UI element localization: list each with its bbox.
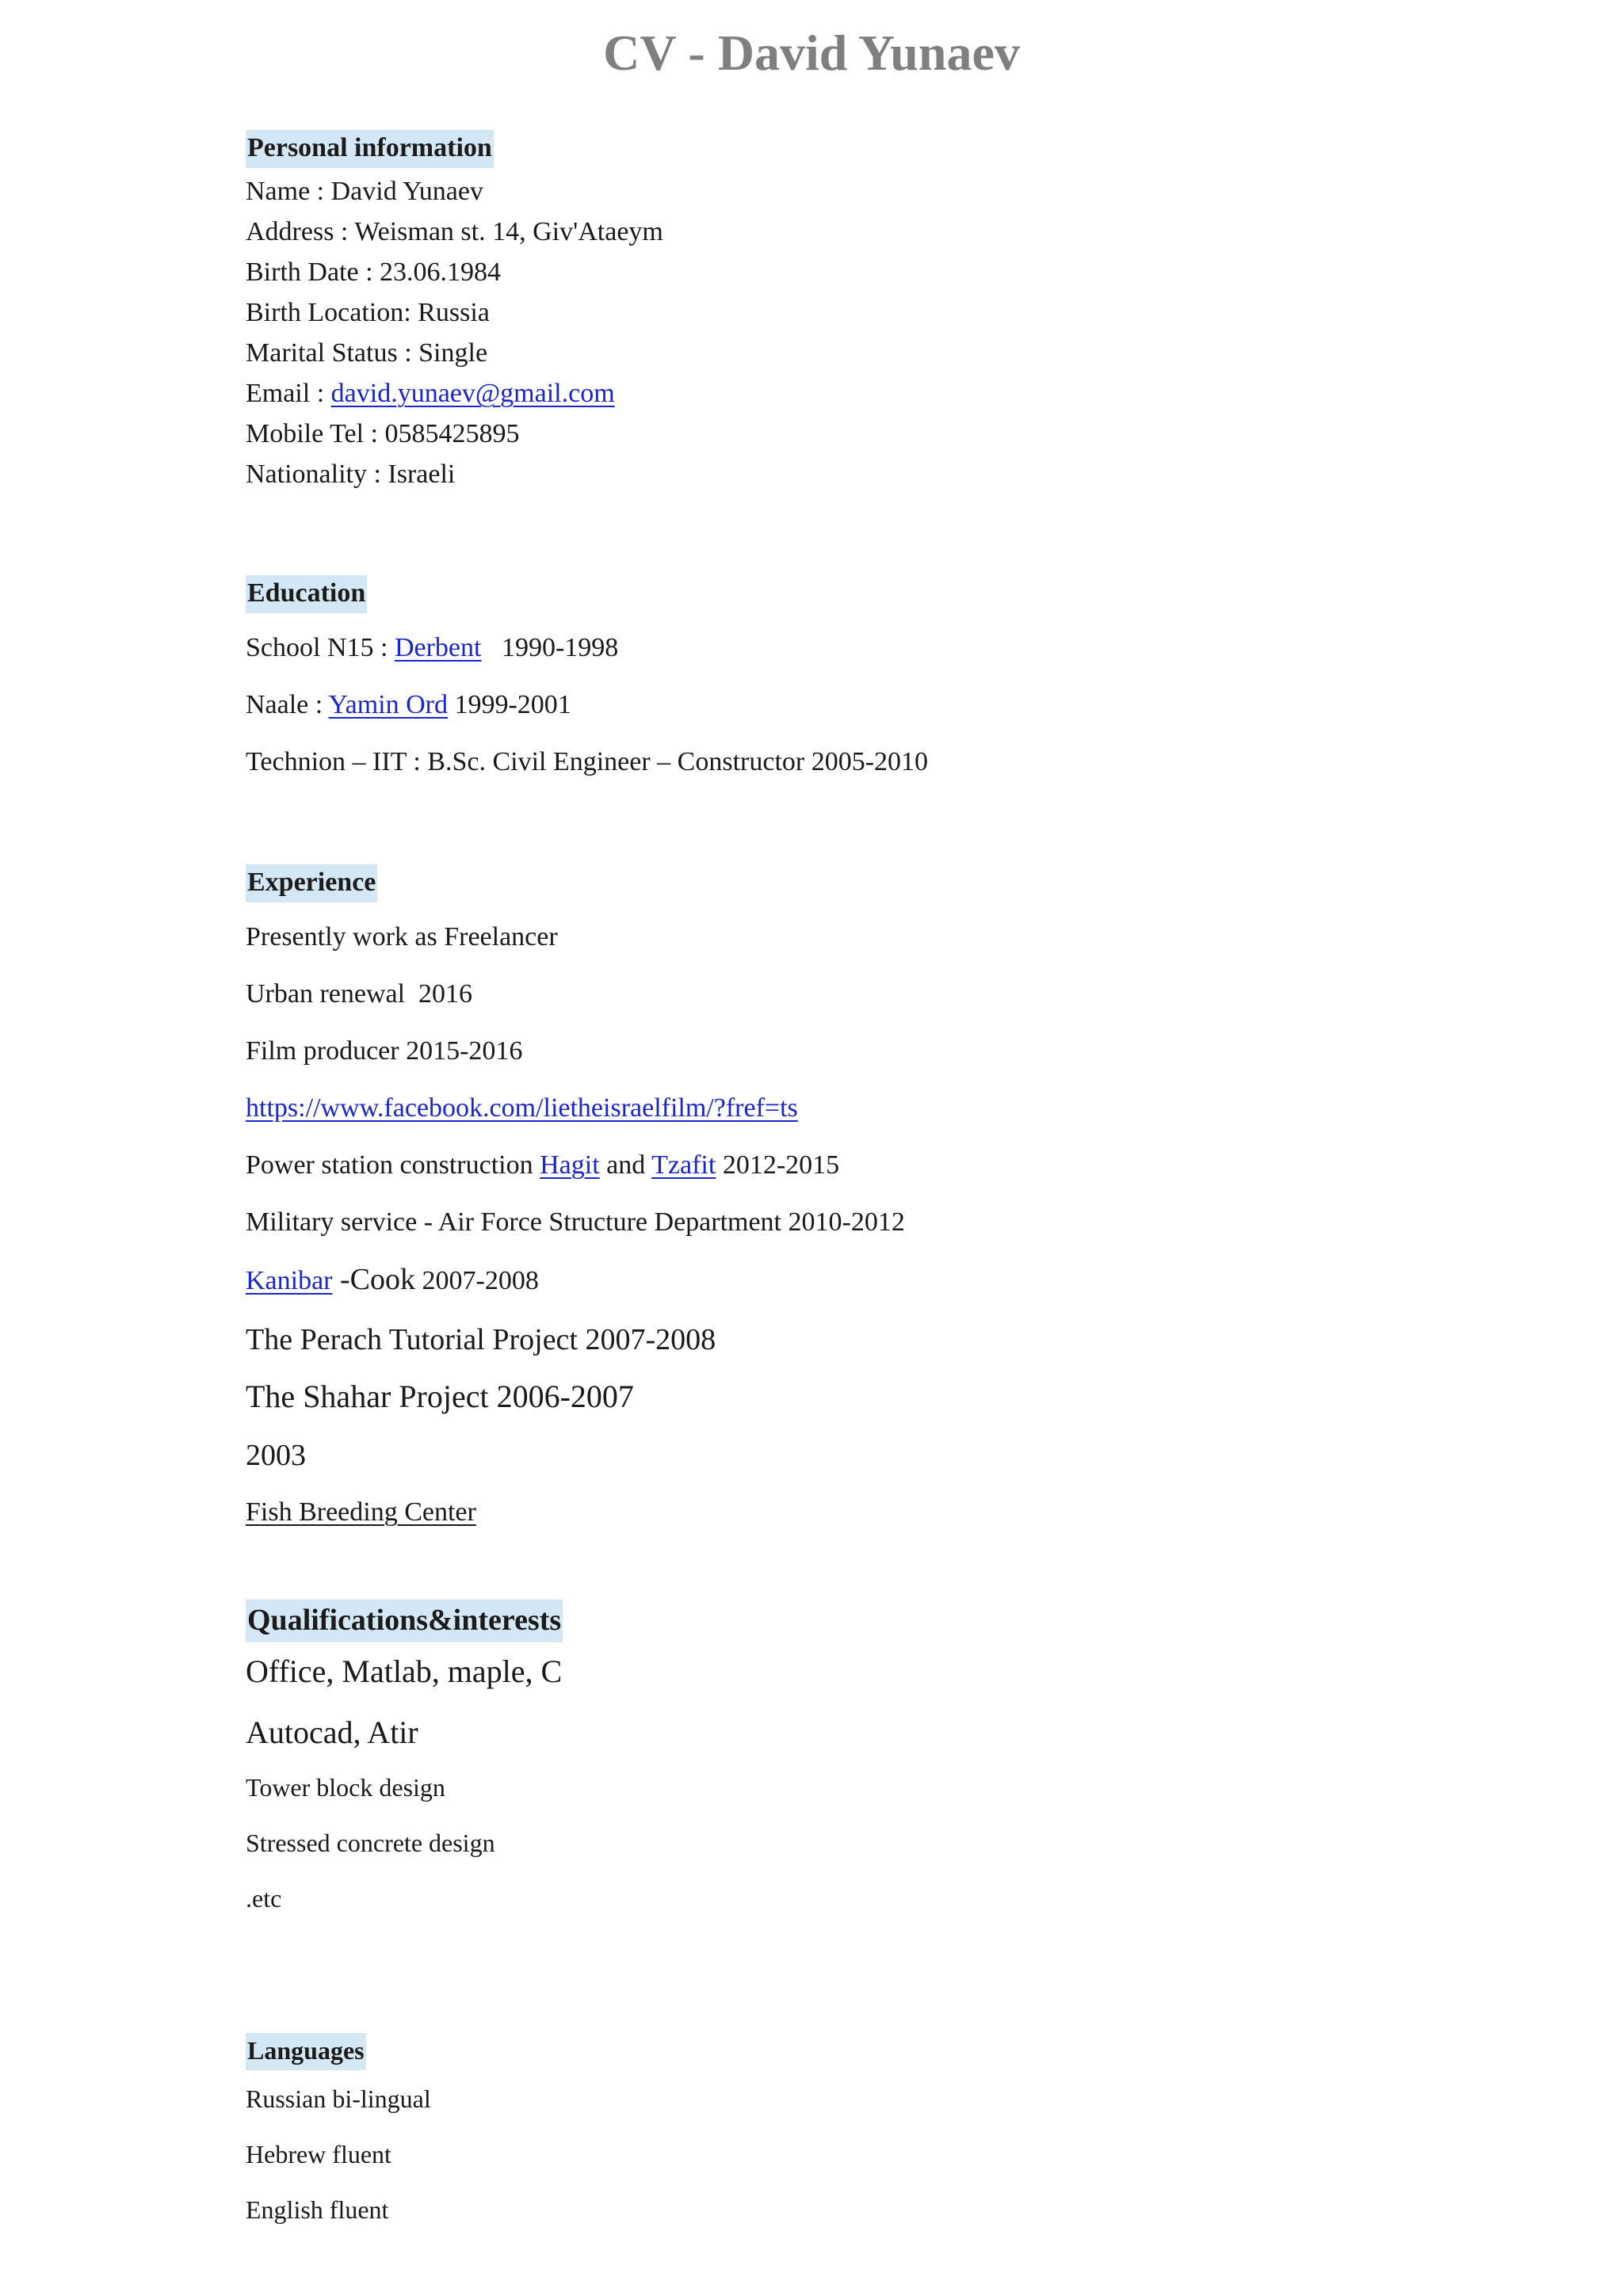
personal-birth-location: Birth Location: Russia [246,298,490,327]
personal-address: Address : Weisman st. 14, Giv'Ataeym [246,217,663,246]
qual-item-2: Tower block design [246,1773,445,1802]
personal-birth-date: Birth Date : 23.06.1984 [246,257,502,287]
experience-year-2003: 2003 [246,1439,306,1472]
experience-military: Military service - Air Force Structure Department 2010-2012 [246,1207,905,1237]
yamin-ord-link[interactable]: Yamin Ord [328,690,448,719]
hagit-link[interactable]: Hagit [540,1150,600,1180]
experience-power [246,1151,905,1180]
section-qualifications [246,1600,563,1913]
section-experience [246,864,905,1555]
personal-marital-status: Marital Status : Single [246,338,488,368]
personal-mobile: Mobile Tel : 0585425895 [246,419,520,448]
section-heading-personal: Personal information [246,130,494,168]
experience-film: Film producer 2015-2016 [246,1036,523,1066]
section-heading-education: Education [246,575,367,613]
personal-nationality: Nationality : Israeli [246,460,456,489]
section-personal [246,130,663,494]
personal-name: Name : David Yunaev [246,177,483,206]
education-school [246,634,928,662]
qual-item-4: .etc [246,1884,282,1913]
experience-freelancer: Presently work as Freelancer [246,922,558,952]
section-heading-qualifications: Qualifications&interests [246,1600,563,1642]
education-technion: Technion – IIT : B.Sc. Civil Engineer – Constructor 2005-2010 [246,747,929,776]
experience-shahar: The Shahar Project 2006-2007 [246,1379,634,1414]
lang-item-1: Hebrew fluent [246,2140,391,2168]
qual-item-1: Autocad, Atir [246,1714,418,1750]
email-label: Email : [246,379,331,408]
naale-prefix: Naale : [246,690,329,719]
kanibar-cook: -Cook [332,1263,416,1296]
qual-item-0: Office, Matlab, maple, C [246,1653,563,1689]
qual-item-3: Stressed concrete design [246,1829,495,1857]
email-link[interactable]: david.yunaev@gmail.com [330,379,615,408]
kanibar-link[interactable]: Kanibar [246,1266,333,1295]
lang-item-0: Russian bi-lingual [246,2084,431,2113]
page-title: CV - David Yunaev [603,25,1020,81]
section-heading-languages: Languages [246,2033,366,2070]
personal-email [246,373,663,414]
kanibar-years: 2007-2008 [415,1266,539,1295]
experience-perach: The Perach Tutorial Project 2007-2008 [246,1323,716,1356]
power-years: 2012-2015 [716,1150,840,1180]
education-naale [246,691,928,719]
naale-years: 1999-2001 [447,690,571,719]
school-years: 1990-1998 [481,633,619,662]
power-and: and [599,1150,652,1180]
derbent-link[interactable]: Derbent [394,633,482,662]
facebook-link[interactable]: https://www.facebook.com/lietheisraelfilm/?fref=ts [246,1093,798,1123]
experience-urban: Urban renewal 2016 [246,979,473,1009]
lang-item-2: English fluent [246,2195,389,2224]
experience-fish [246,1498,905,1527]
fish-breeding-link[interactable]: Fish Breeding Center [246,1497,476,1527]
tzafit-link[interactable]: Tzafit [651,1150,716,1180]
power-prefix: Power station construction [246,1150,540,1180]
experience-kanibar [246,1265,905,1295]
section-education [246,575,928,805]
experience-facebook [246,1094,905,1123]
school-prefix: School N15 : [246,633,395,662]
section-languages [246,2033,431,2224]
section-heading-experience: Experience [246,864,377,902]
